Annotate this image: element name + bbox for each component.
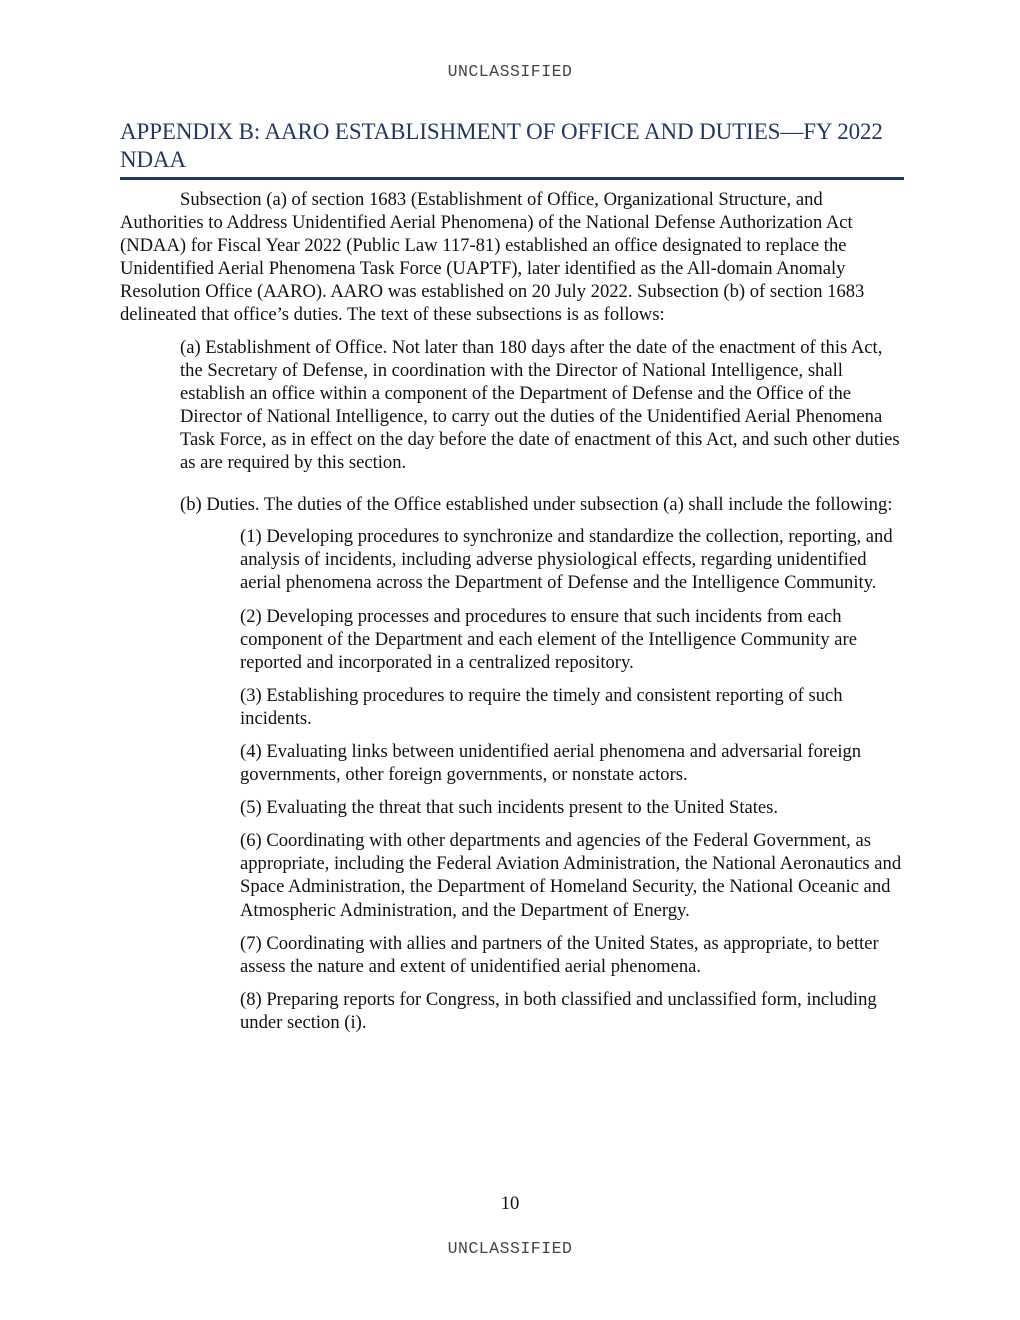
duty-item-6: (6) Coordinating with other departments and agencies of the Federal Government, as appropriate, including the Federal Aviation Administration, the National Aeronautics and Space Administration, the Department of Homeland Security, the National Oceanic and Atmospheric Administration, and the Department of Energy.: [240, 830, 902, 921]
duty-item-8: (8) Preparing reports for Congress, in both classified and unclassified form, including under section (i).: [240, 988, 877, 1033]
duty-item-4: (4) Evaluating links between unidentified aerial phenomena and adversarial foreign governments, other foreign governments, or nonstate actors.: [240, 740, 862, 786]
subsection-a-paragraph: (a) Establishment of Office. Not later than 180 days after the date of the enactment of this Act, the Secretary of Defense, in coordination with the Director of National Intelligence, shall establish an office within a component of the Department of Defense and the Office of the Director of National Intelligence, to carry out the duties of the Unidentified Aerial Phenomena Task Force, as in effect on the day before the date of enactment of this Act, and such other duties as are required by this section.: [180, 336, 900, 474]
subsection-b-paragraph: (b) Duties. The duties of the Office established under subsection (a) shall include the following:: [180, 494, 893, 516]
duty-item-1: (1) Developing procedures to synchronize and standardize the collection, reporting, and analysis of incidents, including adverse physiological effects, regarding unidentified aerial phenomena across the Department of Defense and the Intelligence Community.: [240, 526, 893, 594]
duty-item-2: (2) Developing processes and procedures to ensure that such incidents from each component of the Department and each element of the Intelligence Community are reported and incorporated in a centralized repository.: [240, 605, 857, 673]
page-number: 10: [500, 1193, 520, 1214]
duties-list: [240, 525, 904, 1034]
duty-item-3: (3) Establishing procedures to require the timely and consistent reporting of such incidents.: [240, 684, 843, 729]
classification-marking-bottom: UNCLASSIFIED: [447, 1239, 573, 1258]
document-body: [120, 188, 904, 1044]
appendix-heading: APPENDIX B: AARO ESTABLISHMENT OF OFFICE AND DUTIES—FY 2022 NDAA: [120, 118, 904, 180]
duty-item-5: (5) Evaluating the threat that such incidents present to the United States.: [240, 797, 779, 819]
intro-paragraph: Subsection (a) of section 1683 (Establishment of Office, Organizational Structure, and Authorities to Address Unidentified Aerial Phenomena) of the National Defense Authorization Act (NDAA) for Fiscal Year 2022 (Public Law 117-81) established an office designated to replace the Unidentified Aerial Phenomena Task Force (UAPTF), later identified as the All-domain Anomaly Resolution Office (AARO). AARO was established on 20 July 2022. Subsection (b) of section 1683 delineated that office’s duties. The text of these subsections is as follows:: [120, 189, 865, 326]
classification-marking-top: UNCLASSIFIED: [447, 62, 573, 81]
duty-item-7: (7) Coordinating with allies and partners of the United States, as appropriate, to better assess the nature and extent of unidentified aerial phenomena.: [240, 932, 879, 977]
